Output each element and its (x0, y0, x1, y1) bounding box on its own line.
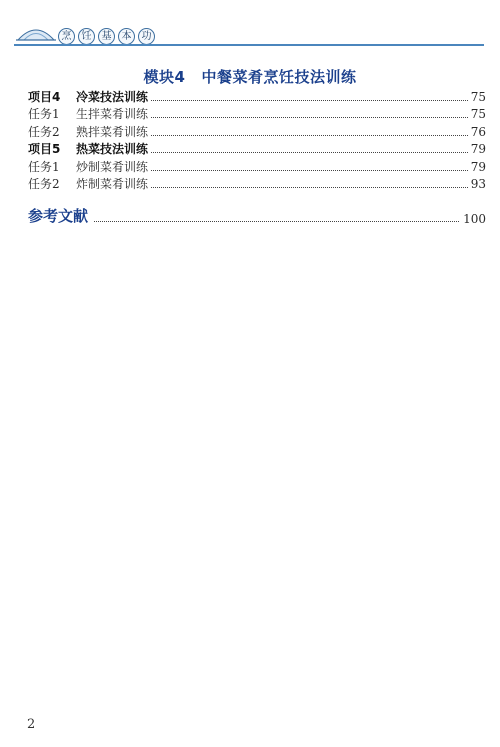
references-title: 参考文献 (28, 207, 89, 225)
book-title-char: 基 (98, 28, 115, 45)
book-title (58, 28, 155, 45)
toc-entry-page: 75 (470, 89, 486, 104)
toc-entry-page: 79 (470, 142, 486, 156)
toc-entry-page: 75 (470, 107, 486, 121)
toc-entry[interactable] (28, 121, 486, 139)
toc-dot-leader (151, 152, 468, 153)
page-number: 2 (27, 717, 36, 732)
table-of-contents (28, 86, 486, 191)
toc-entry[interactable] (28, 86, 486, 104)
toc-entry-number: 任务2 (28, 124, 60, 139)
toc-dot-leader (151, 187, 468, 188)
toc-entry-title: 炸制菜肴训练 (76, 177, 149, 191)
toc-entry-page: 93 (470, 177, 486, 191)
toc-entry-number: 任务1 (28, 107, 60, 121)
toc-entry-title: 冷菜技法训练 (76, 89, 149, 104)
toc-entry-title: 热菜技法训练 (76, 142, 149, 156)
toc-entry-number: 项目4 (28, 89, 61, 104)
toc-entry-number: 任务1 (28, 159, 60, 174)
toc-dot-leader (151, 117, 468, 118)
references-entry[interactable] (28, 205, 486, 226)
book-title-char: 本 (118, 28, 135, 45)
book-title-char: 烹 (58, 28, 75, 45)
toc-entry-title: 熟拌菜肴训练 (76, 124, 149, 139)
book-title-char: 功 (138, 28, 155, 45)
toc-dot-leader (151, 100, 468, 101)
toc-entry-page: 79 (470, 159, 486, 174)
toc-entry-number: 项目5 (28, 142, 61, 156)
toc-entry-title: 生拌菜肴训练 (76, 107, 149, 121)
toc-entry[interactable] (28, 156, 486, 174)
toc-dot-leader (151, 170, 468, 171)
toc-dot-leader (151, 135, 468, 136)
toc-dot-leader (94, 221, 459, 222)
toc-entry[interactable] (28, 104, 486, 122)
page-header (0, 0, 500, 52)
references-page: 100 (463, 212, 486, 226)
toc-entry[interactable] (28, 174, 486, 192)
module-heading (0, 66, 500, 87)
module-label: 模块4 (143, 68, 186, 86)
header-divider (14, 44, 484, 46)
cooking-pot-logo-icon (16, 22, 56, 42)
module-title: 中餐菜肴烹饪技法训练 (201, 68, 357, 86)
toc-entry-number: 任务2 (28, 177, 60, 191)
book-title-char: 饪 (78, 28, 95, 45)
toc-entry-page: 76 (470, 124, 486, 139)
toc-entry-title: 炒制菜肴训练 (76, 159, 149, 174)
toc-entry[interactable] (28, 139, 486, 157)
